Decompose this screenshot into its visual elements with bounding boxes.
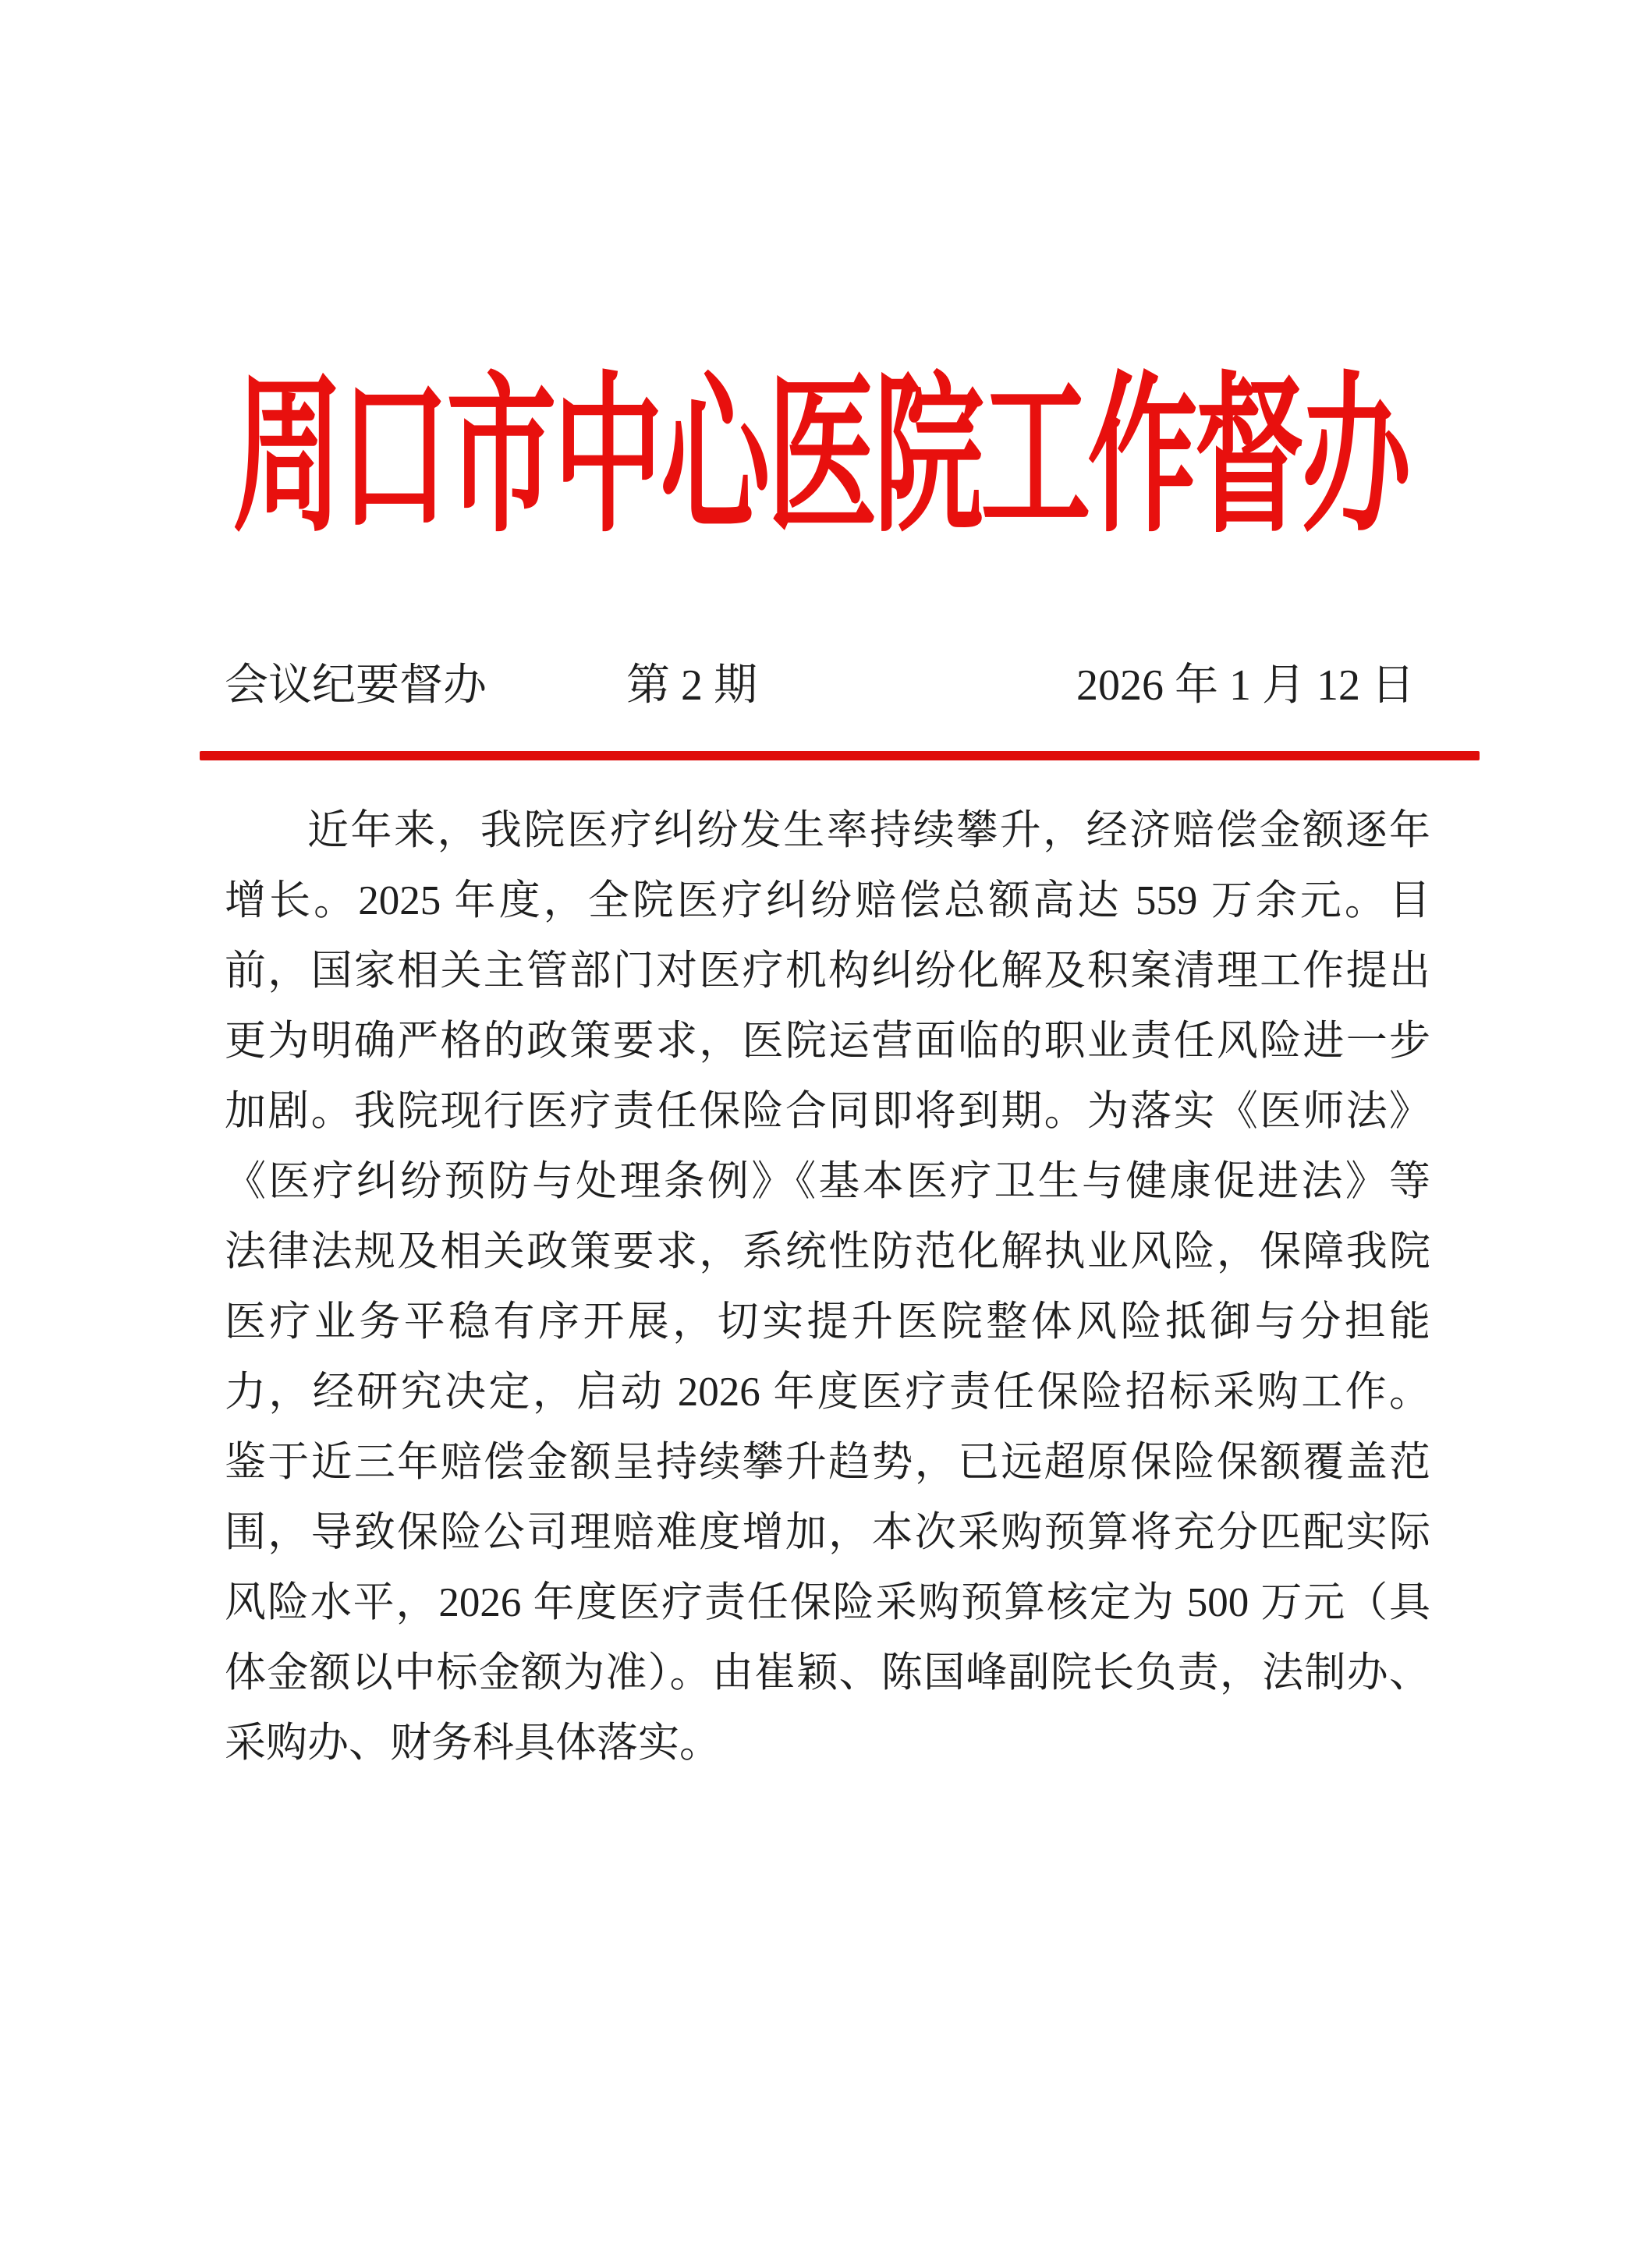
body-line: 法律法规及相关政策要求，系统性防范化解执业风险，保障我院 (225, 1229, 1430, 1274)
masthead (225, 662, 1415, 711)
body-line: 近年来，我院医疗纠纷发生率持续攀升，经济赔偿金额逐年 (307, 808, 1430, 853)
body-line: 鉴于近三年赔偿金额呈持续攀升趋势，已远超原保险保额覆盖范 (225, 1440, 1430, 1485)
body-line: 风险水平，2026 年度医疗责任保险采购预算核定为 500 万元（具 (225, 1580, 1430, 1625)
body-line: 《医疗纠纷预防与处理条例》《基本医疗卫生与健康促进法》等 (225, 1159, 1430, 1204)
body-line: 采购办、财务科具体落实。 (225, 1720, 721, 1766)
document-title: 周口市中心医院工作督办 (232, 363, 1409, 553)
body-line: 力，经研究决定，启动 2026 年度医疗责任保险招标采购工作。 (225, 1370, 1430, 1415)
body-line: 医疗业务平稳有序开展，切实提升医院整体风险抵御与分担能 (225, 1299, 1430, 1345)
red-divider-rule (200, 751, 1480, 760)
masthead-issue-number: 第 2 期 (626, 661, 757, 710)
body-line: 增长。2025 年度，全院医疗纠纷赔偿总额高达 559 万余元。目 (225, 878, 1430, 923)
body-line: 更为明确严格的政策要求，医院运营面临的职业责任风险进一步 (225, 1019, 1430, 1064)
masthead-category: 会议纪要督办 (225, 661, 487, 710)
masthead-date: 2026 年 1 月 12 日 (1076, 661, 1415, 710)
body-line: 加剧。我院现行医疗责任保险合同即将到期。为落实《医师法》 (225, 1089, 1430, 1134)
body-line: 前，国家相关主管部门对医疗机构纠纷化解及积案清理工作提出 (225, 948, 1430, 994)
body-line: 围，导致保险公司理赔难度增加，本次采购预算将充分匹配实际 (225, 1510, 1430, 1555)
document-body (225, 796, 1430, 1778)
body-line: 体金额以中标金额为准）。由崔颖、陈国峰副院长负责，法制办、 (225, 1650, 1430, 1696)
